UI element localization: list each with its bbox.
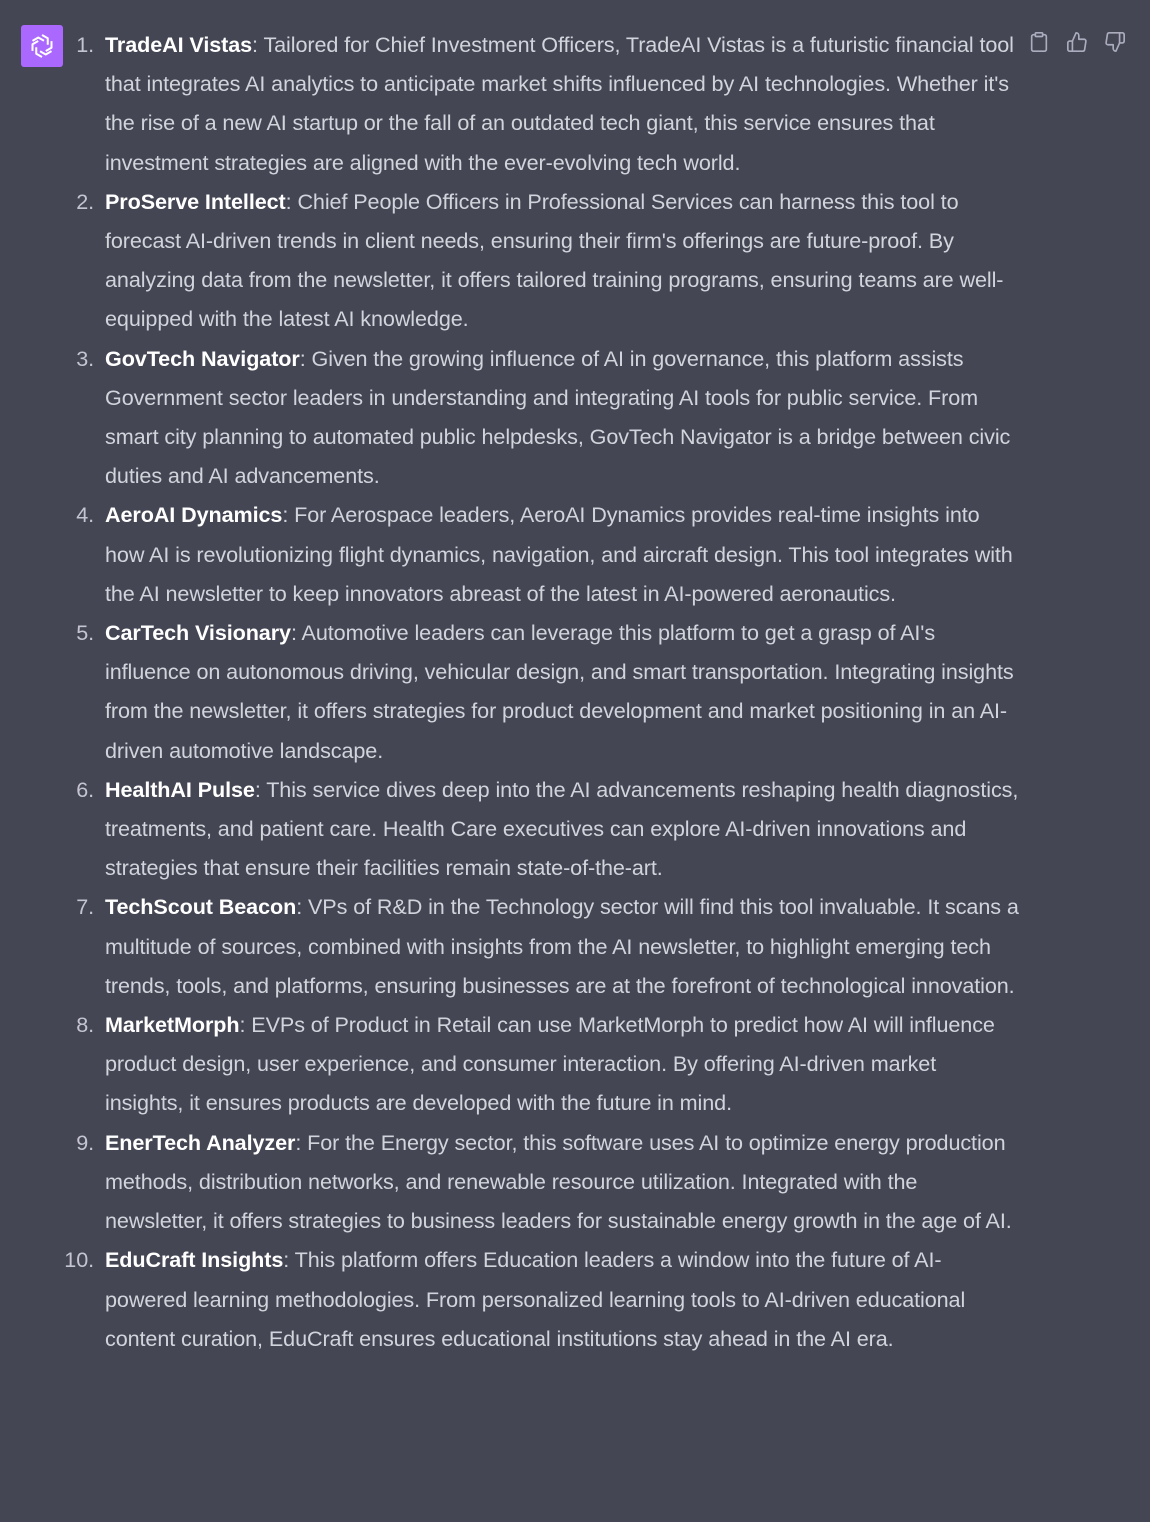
item-number: 5. (76, 620, 94, 646)
item-number: 2. (76, 188, 94, 214)
list-item (76, 1123, 1020, 1241)
item-number: 6. (76, 776, 94, 802)
item-title: EduCraft Insights (105, 1247, 284, 1273)
item-description: : EVPs of Product in Retail can use MarketMorph to predict how AI will influence product design, user experience, and consumer interaction. By offering AI-driven market insights, it ensures products are developed with the future in mind. (105, 1012, 995, 1116)
item-title: CarTech Visionary (105, 620, 291, 646)
item-title: EnerTech Analyzer (105, 1129, 296, 1155)
item-description: : Chief People Officers in Professional Services can harness this tool to forecast AI-driven trends in client needs, ensuring their firm's offerings are future-proof. By analyzing data from the newsletter, it offers tailored training programs, ensuring teams are well-equipped with the latest AI knowledge. (105, 188, 1004, 332)
item-number: 3. (76, 345, 94, 371)
item-title: TechScout Beacon (105, 894, 297, 920)
item-description: : For Aerospace leaders, AeroAI Dynamics provides real-time insights into how AI is revolutionizing flight dynamics, navigation, and aircraft design. This tool integrates with the AI newsletter to keep innovators abreast of the latest in AI-powered aeronautics. (105, 502, 1013, 606)
thumbs-up-icon (1066, 31, 1088, 53)
item-title: TradeAI Vistas (105, 32, 253, 57)
item-number: 10. (64, 1247, 94, 1273)
list-item (76, 887, 1020, 1005)
item-description: : VPs of R&D in the Technology sector will find this tool invaluable. It scans a multitude of sources, combined with insights from the AI newsletter, to highlight emerging tech trends, tools, and platforms, ensuring businesses are at the forefront of technological innovation. (105, 894, 1019, 998)
item-title: HealthAI Pulse (105, 776, 255, 802)
thumbs-down-icon (1104, 31, 1126, 53)
item-description: : This platform offers Education leaders a window into the future of AI-powered learning methodologies. From personalized learning tools to AI-driven educational content curation, EduCraft ensures educational institutions stay ahead in the AI era. (105, 1247, 966, 1351)
thumbs-up-button[interactable] (1064, 29, 1090, 55)
item-description: : Automotive leaders can leverage this platform to get a grasp of AI's influence on autonomous driving, vehicular design, and smart transportation. Integrating insights from the newsletter, it offers strategies for product development and market positioning in an AI-driven automotive landscape. (105, 620, 1014, 763)
item-number: 4. (76, 502, 94, 528)
list-item (76, 182, 1020, 339)
list-item (76, 613, 1020, 770)
item-title: MarketMorph (105, 1012, 240, 1038)
list-item (76, 770, 1020, 888)
list-item (76, 495, 1020, 613)
thumbs-down-button[interactable] (1102, 29, 1128, 55)
message-actions (1026, 29, 1128, 55)
item-number: 1. (76, 32, 94, 57)
item-title: GovTech Navigator (105, 345, 300, 371)
list-item (64, 1240, 1020, 1358)
item-number: 7. (76, 894, 94, 920)
product-list (64, 25, 1020, 1358)
clipboard-icon (1028, 31, 1050, 53)
copy-button[interactable] (1026, 29, 1052, 55)
item-title: AeroAI Dynamics (105, 502, 283, 528)
item-description: : Given the growing influence of AI in governance, this platform assists Government sector leaders in understanding and integrating AI tools for public service. From smart city planning to automated public helpdesks, GovTech Navigator is a bridge between civic duties and AI advancements. (105, 345, 1011, 489)
list-item (76, 1005, 1020, 1123)
openai-logo-icon (27, 31, 57, 61)
item-description: : This service dives deep into the AI advancements reshaping health diagnostics, treatments, and patient care. Health Care executives can explore AI-driven innovations and strategies that ensure their facilities remain state-of-the-art. (105, 776, 1019, 881)
assistant-avatar (21, 25, 63, 67)
item-title: ProServe Intellect (105, 188, 286, 214)
item-number: 9. (76, 1129, 94, 1155)
list-item (76, 339, 1020, 496)
item-description: : For the Energy sector, this software uses AI to optimize energy production methods, distribution networks, and renewable resource utilization. Integrated with the newsletter, it offers strategies to business leaders for sustainable energy growth in the age of AI. (105, 1129, 1012, 1234)
list-item (76, 25, 1020, 182)
assistant-message (64, 25, 1020, 1358)
item-number: 8. (76, 1012, 94, 1038)
item-description: : Tailored for Chief Investment Officers, TradeAI Vistas is a futuristic financial tool that integrates AI analytics to anticipate market shifts influenced by AI technologies. Whether it's the rise of a new AI startup or the fall of an outdated tech giant, this service ensures that investment strategies are aligned with the ever-evolving tech world. (105, 32, 1014, 175)
